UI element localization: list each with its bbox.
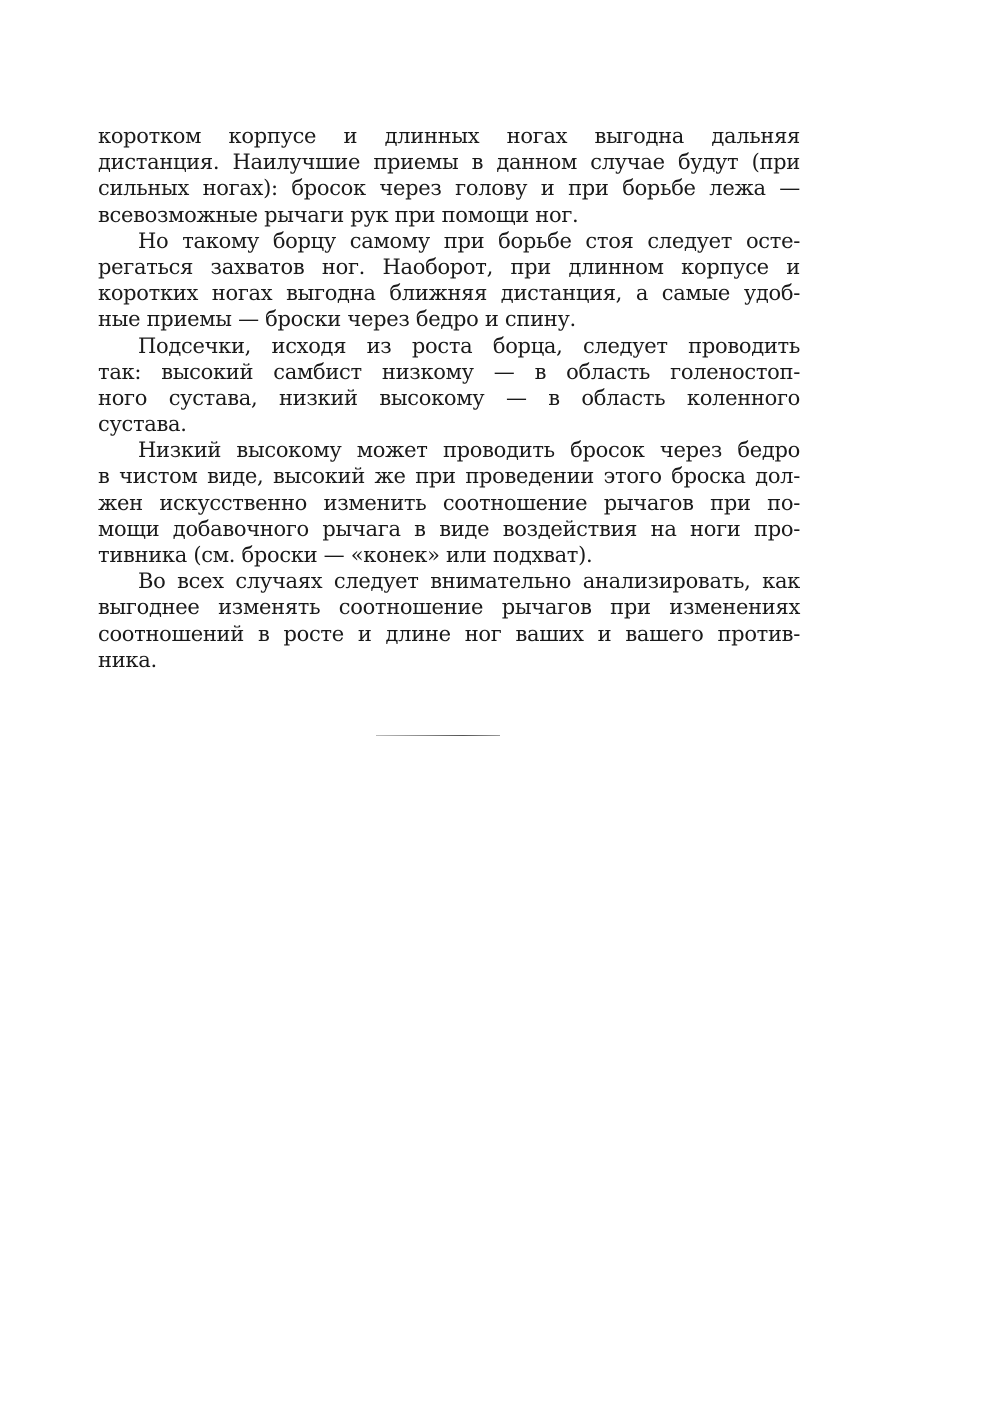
text-line: так: высокий самбист низкому — в область голеностоп- (98, 359, 800, 384)
text-line: соотношений в росте и длине ног ваших и вашего против- (98, 621, 800, 646)
paragraph-4 (98, 437, 800, 568)
paragraph-3 (98, 333, 800, 438)
text-line: мощи добавочного рычага в виде воздействия на ноги про- (98, 516, 800, 541)
text-line: коротком корпусе и длинных ногах выгодна дальняя (98, 124, 800, 148)
text-line: ника. (98, 647, 157, 672)
text-line: жен искусственно изменить соотношение рычагов при по- (98, 490, 800, 515)
paragraph-5 (98, 568, 800, 673)
text-line: коротких ногах выгодна ближняя дистанция, а самые удоб- (98, 281, 800, 306)
text-line: в чистом виде, высокий же при проведении этого броска дол- (98, 464, 800, 489)
text-line: выгоднее изменять соотношение рычагов при изменениях (98, 595, 800, 620)
paragraph-2 (98, 228, 800, 333)
text-line: всевозможные рычаги рук при помощи ног. (98, 202, 579, 227)
text-line: Во всех случаях следует внимательно анализировать, как (138, 569, 800, 594)
text-line: Низкий высокому может проводить бросок через бедро (138, 438, 800, 463)
text-line: сустава. (98, 412, 187, 437)
text-line: Но такому борцу самому при борьбе стоя следует осте- (138, 228, 800, 253)
text-line: ного сустава, низкий высокому — в область коленного (98, 385, 800, 410)
body-text (98, 123, 800, 673)
section-end-rule (376, 735, 500, 736)
text-line: регаться захватов ног. Наоборот, при длинном корпусе и (98, 254, 800, 279)
text-line: Подсечки, исходя из роста борца, следует проводить (138, 333, 800, 358)
text-line: ные приемы — броски через бедро и спину. (98, 307, 576, 332)
text-line: сильных ногах): бросок через голову и при борьбе лежа — (98, 176, 800, 201)
text-line: дистанция. Наилучшие приемы в данном случае будут (при (98, 150, 800, 175)
paragraph-1 (98, 123, 800, 228)
text-line: тивника (см. броски — «конек» или подхват). (98, 543, 593, 567)
